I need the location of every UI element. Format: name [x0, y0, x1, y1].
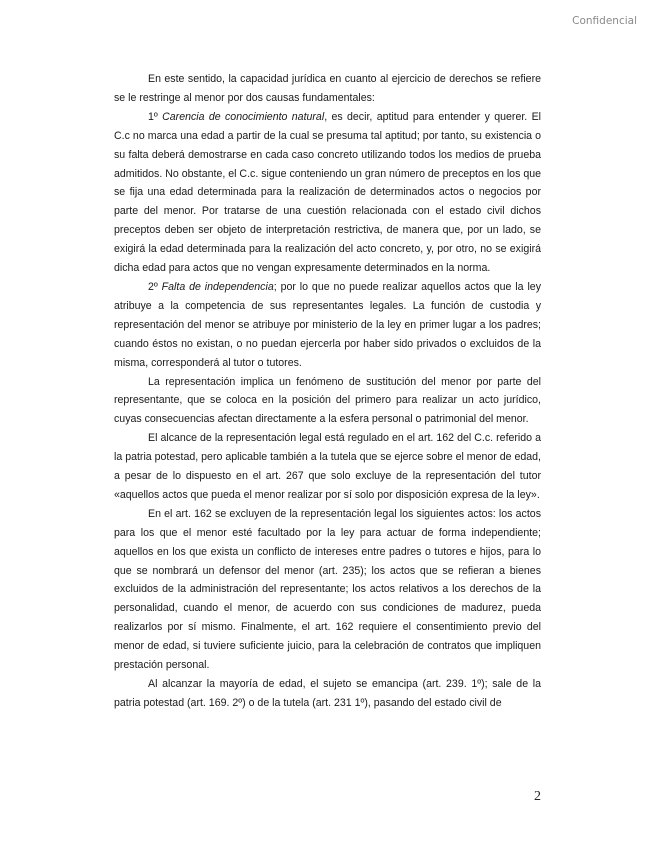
- paragraph-text: En este sentido, la capacidad jurídica en cuanto al ejercicio de derechos se refiere se le restringe al menor por dos causas fundamentales:: [114, 73, 541, 104]
- italic-term: Falta de independencia: [161, 280, 274, 293]
- confidential-label: Confidencial: [572, 15, 637, 27]
- paragraph-text: En el art. 162 se excluyen de la representación legal los siguientes actos: los actos para los que el menor esté facultado por la ley para actuar de forma independiente; aquellos en los que exista un conflicto de intereses entre padres o tutores e hijos, para lo que se nombrará un defensor del menor (art. 235); los actos que se refieran a bienes excluidos de la administración del representante; los actos relativos a los derechos de la personalidad, cuando el menor, de acuerdo con sus condiciones de madurez, pueda realizarlos por sí mismo. Finalmente, el art. 162 requiere el consentimiento previo del menor de edad, si tuviere suficiente juicio, para la celebración de contratos que impliquen prestación personal.: [114, 507, 541, 672]
- paragraph: [114, 373, 541, 430]
- paragraph-text: 1º: [148, 110, 163, 123]
- paragraph: [114, 429, 541, 505]
- paragraph-text: , es decir, aptitud para entender y querer. El C.c no marca una edad a partir de la cual se presuma tal aptitud; por tanto, su existencia o su falta deberá demostrarse en cada caso concreto utilizando todos los medios de prueba admitidos. No obstante, el C.c. sigue conteniendo un gran número de preceptos en los que se fija una edad determinada para la realización de determinados actos o negocios por parte del menor. Por tratarse de una cuestión relacionada con el estado civil dichos preceptos deben ser objeto de interpretación restrictiva, de manera que, por un lado, se exigirá la edad determinada para la realización del acto concreto, y, por otro, no se exigirá dicha edad para actos que no vengan expresamente determinados en la norma.: [114, 110, 541, 275]
- paragraph-text: Al alcanzar la mayoría de edad, el sujeto se emancipa (art. 239. 1º); sale de la patria potestad (art. 169. 2º) o de la tutela (art. 231 1º), pasando del estado civil de: [114, 678, 541, 709]
- paragraph: [114, 505, 541, 675]
- page-number: 2: [534, 789, 541, 804]
- paragraph-text: ; por lo que no puede realizar aquellos actos que la ley atribuye a la competencia de sus representantes legales. La función de custodia y representación del menor se atribuye por ministerio de la ley en primer lugar a los padres; cuando éstos no existan, o no puedan ejercerla por haber sido privados o excluidos de la misma, corresponderá al tutor o tutores.: [114, 280, 541, 369]
- italic-term: Carencia de conocimiento natural: [162, 110, 325, 123]
- document-body: [114, 70, 541, 713]
- paragraph: [114, 675, 541, 713]
- paragraph-text: La representación implica un fenómeno de sustitución del menor por parte del representante, que se coloca en la posición del primero para realizar un acto jurídico, cuyas consecuencias afectan directamente a la esfera personal o patrimonial del menor.: [114, 375, 541, 426]
- paragraph: [114, 70, 541, 108]
- paragraph-text: 2º: [148, 280, 162, 293]
- paragraph-text: El alcance de la representación legal está regulado en el art. 162 del C.c. referido a la patria potestad, pero aplicable también a la tutela que se ejerce sobre el menor de edad, a pesar de lo dispuesto en el art. 267 que solo excluye de la representación del tutor «aquellos actos que pueda el menor realizar por sí solo por disposición expresa de la ley».: [114, 432, 541, 501]
- paragraph: [114, 108, 541, 278]
- paragraph: [114, 278, 541, 373]
